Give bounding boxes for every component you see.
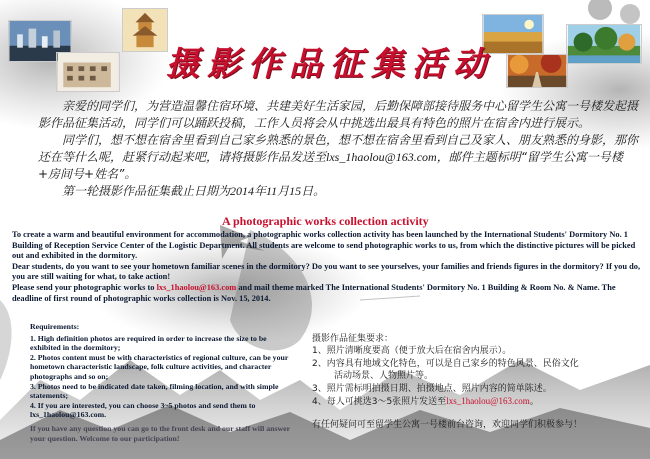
cn-intro-p3-pre: 第一轮摄影作品征集截止日期为 bbox=[62, 184, 231, 198]
requirement-item: 1. High definition photos are required in order to increase the size to be exhibited in the dormitory; bbox=[30, 333, 267, 353]
en-email: lxs_1haolou@163.com bbox=[156, 282, 237, 292]
cn-req-item-1: 1、照片清晰度要高（便于放大后在宿舍内展示）。 bbox=[312, 346, 512, 357]
cn-req-4-post: 。 bbox=[529, 397, 539, 408]
photo-autumn-path bbox=[506, 54, 568, 88]
en-p3-post: and mail theme marked The International Students' Dormitory No. 1 Building & Room No. & Name. The deadline of first round of photographic works collection is Nov. 15, 2014. bbox=[12, 282, 616, 303]
cn-req-item-3: 3、照片需标明拍摄日期、拍摄地点、照片内容的简单陈述。 bbox=[312, 383, 552, 394]
photo-building bbox=[56, 52, 120, 92]
en-paragraph-2: Dear students, do you want to see your hometown familiar scenes in the dormitory? Do you want to see yourselves, your families and friends figures in the dormitory? If you do, you are still waiting for what, to take action! bbox=[12, 261, 641, 282]
photo-lake-trees bbox=[566, 24, 642, 64]
english-title: A photographic works collection activity bbox=[222, 214, 429, 228]
cn-req-heading: 摄影作品征集要求： bbox=[312, 334, 394, 344]
chinese-intro bbox=[38, 98, 638, 200]
cn-intro-p3-post: 。 bbox=[313, 184, 326, 198]
cn-intro-p2-post: ，邮件主题标明“留学生公寓一号楼+房间号+姓名”。 bbox=[38, 150, 623, 181]
en-paragraph-1: To create a warm and beautiful environment for accommodation, a photographic works collection activity has been launched by the International Students' Dormitory No. 1 Building of Reception Service Center of the Logistic Department. All students are welcome to send photographic works to us, from which the distinctive pictures will be picked out and exhibited in the dormitory. bbox=[12, 230, 636, 261]
requirement-item: 4. If you are interested, you can choose 3~5 photos and send them to lxs_1haolou@163.com. bbox=[30, 400, 256, 420]
cn-req-footer: 有任何疑问可至留学生公寓一号楼前台咨询，欢迎同学们积极参与！ bbox=[312, 420, 583, 431]
cn-intro-email: lxs_1haolou@163.com bbox=[326, 150, 437, 164]
requirement-item: 3. Photos need to be indicated date taken, filming location, and with simple statements; bbox=[30, 381, 279, 401]
requirement-item: 2. Photos content must be with characteristics of regional culture, can be your hometown characteristic landscape, folk culture activities, and character photographs and so on; bbox=[30, 352, 289, 381]
cn-intro-deadline: 2014年11月15日 bbox=[230, 184, 314, 198]
cn-req-item-2-cont: 活动场景、人物照片等。 bbox=[334, 371, 434, 382]
cn-intro-paragraph-1: 亲爱的同学们，为营造温馨住宿环境、共建美好生活家园，后勤保障部接待服务中心留学生公寓一号楼发起摄影作品征集活动，同学们可以踊跃投稿，工作人员将会从中挑选出最具有特色的照片在宿舍内进行展示。 bbox=[38, 99, 639, 130]
english-body bbox=[12, 230, 642, 304]
requirements-english bbox=[30, 322, 292, 443]
page-title: 摄影作品征集活动 bbox=[166, 44, 494, 83]
cn-intro-p2-pre: 同学们，想不想在宿舍里看到自己家乡熟悉的景色，想不想在宿舍里看到自己及家人、朋友熟悉的身影，那你还在等什么呢，赶紧行动起来吧，请将摄影作品发送至 bbox=[38, 133, 639, 164]
cn-req-item-2: 2、内容具有地域文化特色，可以是自己家乡的特色风景、民俗文化 bbox=[312, 358, 579, 369]
cn-intro-paragraph-3 bbox=[38, 183, 638, 200]
cn-req-item-4 bbox=[312, 395, 642, 408]
en-p3-pre: Please send your photographic works to bbox=[12, 282, 157, 292]
requirements-heading: Requirements: bbox=[30, 322, 80, 331]
requirements-footer: If you have any question you can go to the front desk and our staff will answer your question. Welcome to our participation! bbox=[30, 423, 290, 443]
en-paragraph-3 bbox=[12, 283, 642, 304]
requirements-chinese bbox=[312, 333, 642, 432]
cn-req-4-pre: 4、每人可挑选3～5张照片发送至 bbox=[312, 397, 447, 408]
cn-req-email: lxs_1haolou@163.com bbox=[446, 396, 530, 407]
cn-intro-paragraph-2 bbox=[38, 132, 638, 183]
